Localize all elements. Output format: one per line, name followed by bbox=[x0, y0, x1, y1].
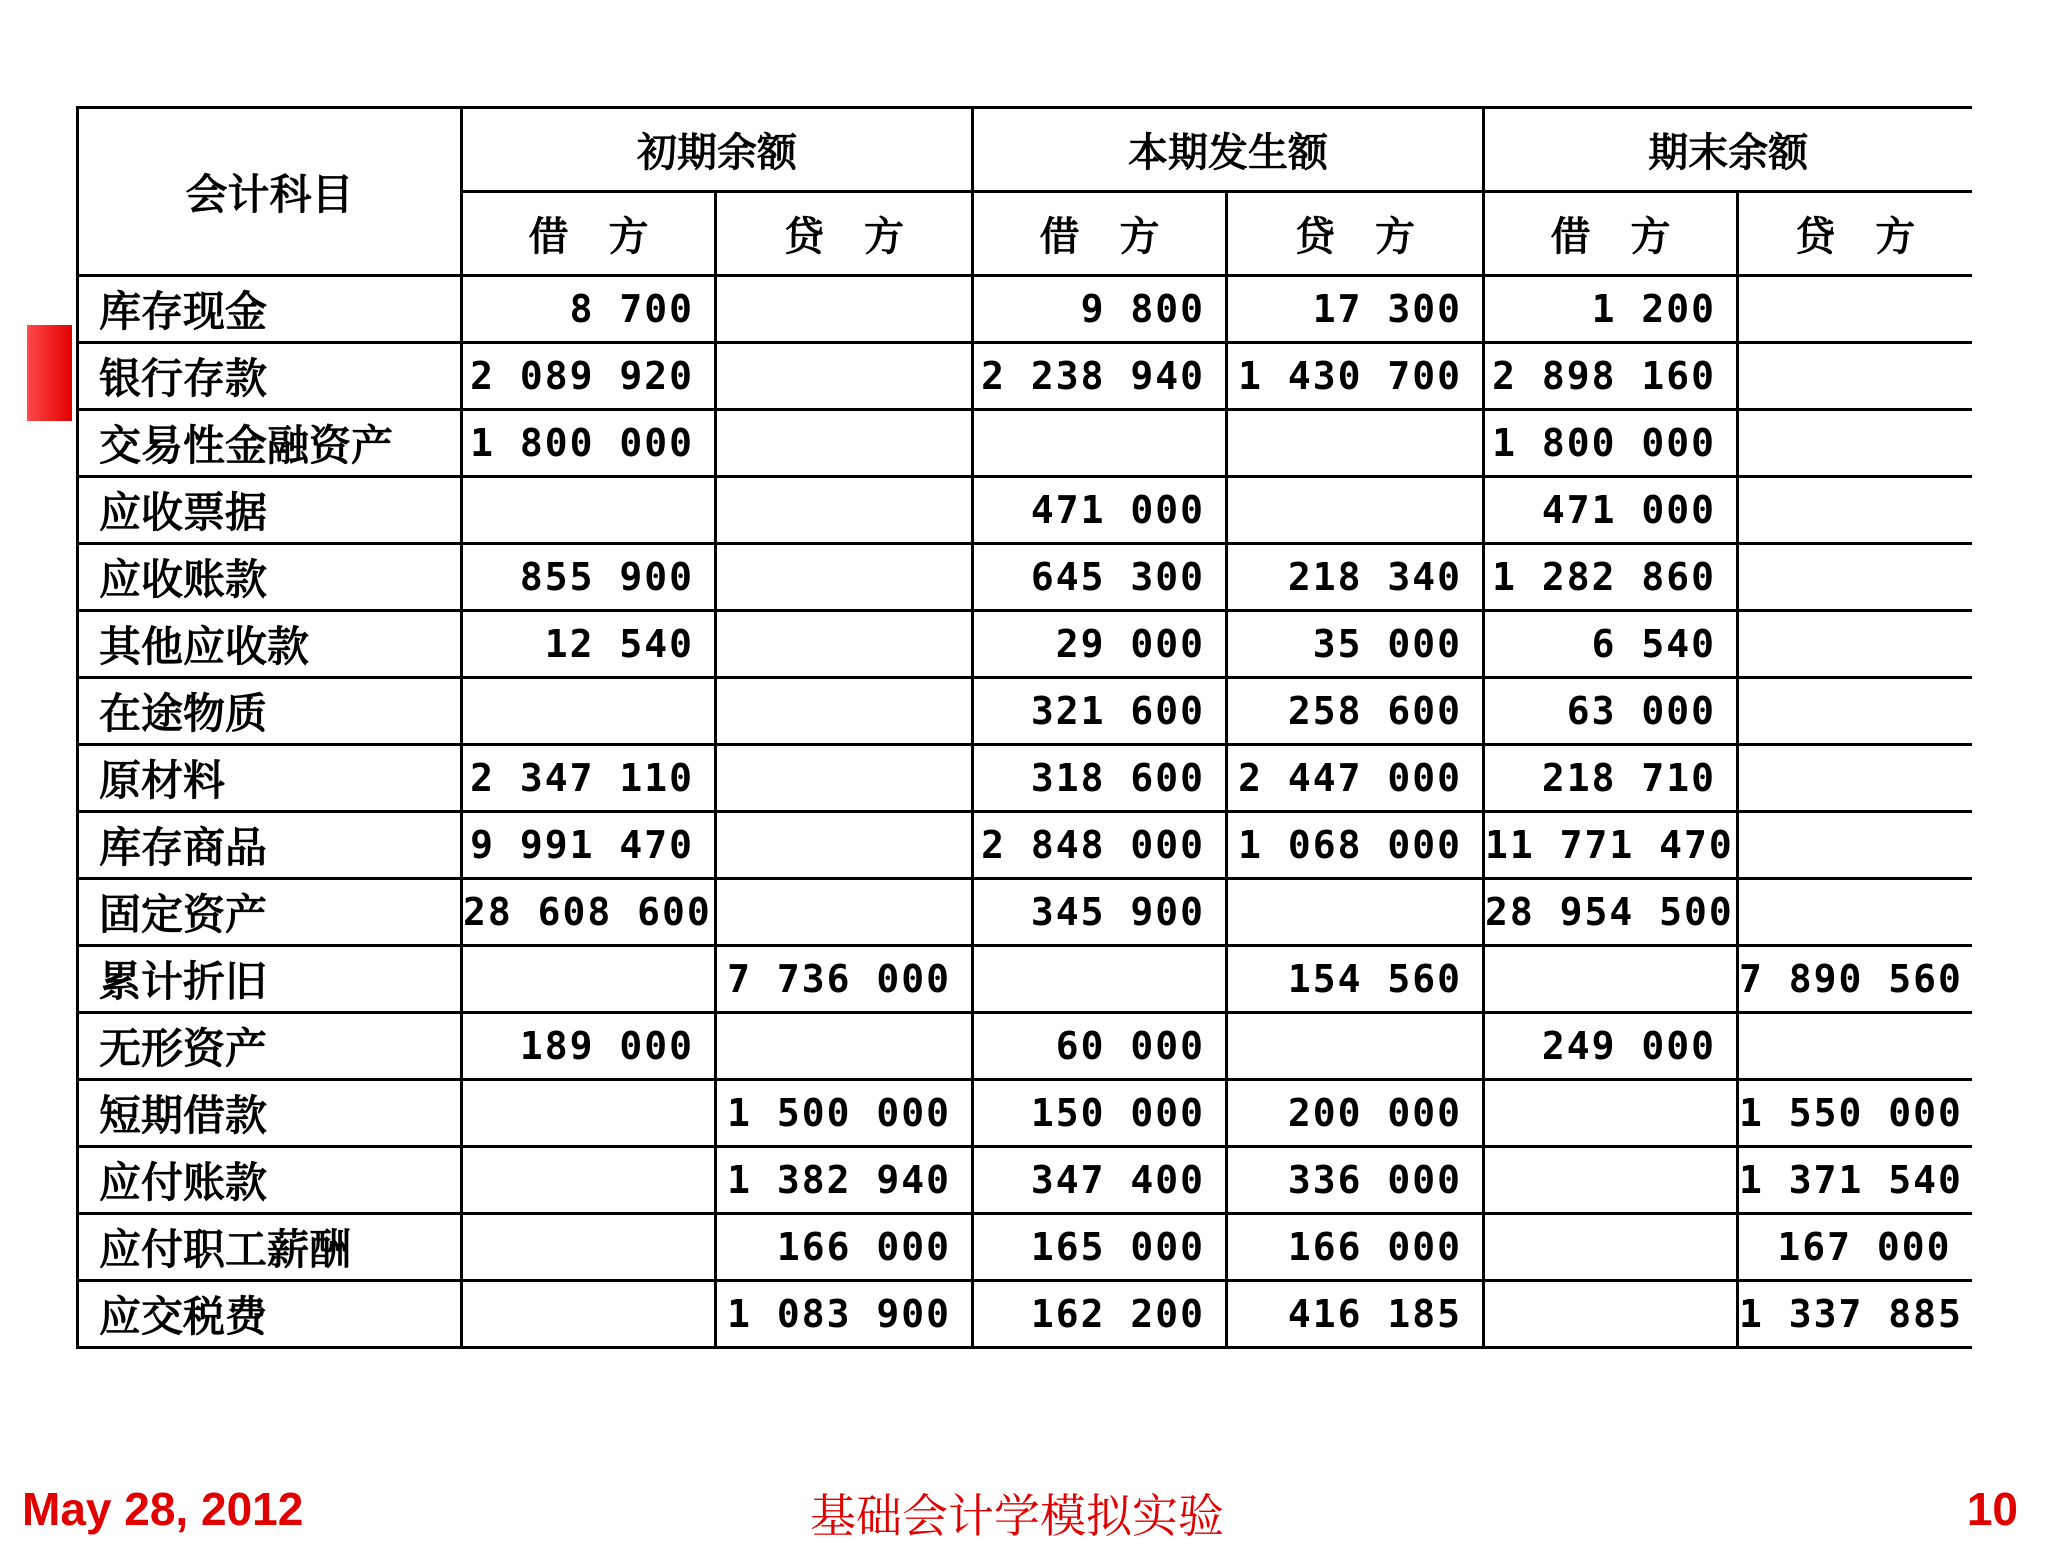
table-row bbox=[78, 1013, 1972, 1080]
cell-closing-debit: 1 800 000 bbox=[1484, 410, 1738, 477]
cell-period-credit: 17 300 bbox=[1227, 276, 1484, 343]
cell-period-debit: 150 000 bbox=[973, 1080, 1227, 1147]
cell-subject: 无形资产 bbox=[78, 1013, 462, 1080]
cell-closing-credit bbox=[1738, 745, 1972, 812]
header-period-amount: 本期发生额 bbox=[973, 108, 1484, 192]
cell-closing-debit: 11 771 470 bbox=[1484, 812, 1738, 879]
cell-closing-debit: 471 000 bbox=[1484, 477, 1738, 544]
cell-opening-credit bbox=[716, 812, 973, 879]
table-row bbox=[78, 410, 1972, 477]
cell-closing-credit bbox=[1738, 544, 1972, 611]
table-row bbox=[78, 678, 1972, 745]
cell-opening-credit: 166 000 bbox=[716, 1214, 973, 1281]
cell-closing-credit bbox=[1738, 678, 1972, 745]
table-row bbox=[78, 1147, 1972, 1214]
ledger-table-container bbox=[76, 106, 1970, 1349]
cell-subject: 其他应收款 bbox=[78, 611, 462, 678]
cell-opening-debit bbox=[462, 678, 716, 745]
cell-closing-credit: 167 000 bbox=[1738, 1214, 1972, 1281]
cell-opening-credit bbox=[716, 276, 973, 343]
cell-closing-debit: 218 710 bbox=[1484, 745, 1738, 812]
cell-opening-debit: 2 089 920 bbox=[462, 343, 716, 410]
cell-opening-debit: 28 608 600 bbox=[462, 879, 716, 946]
footer-title: 基础会计学模拟实验 bbox=[810, 1489, 1224, 1543]
cell-closing-debit: 63 000 bbox=[1484, 678, 1738, 745]
cell-subject: 库存商品 bbox=[78, 812, 462, 879]
cell-closing-debit bbox=[1484, 946, 1738, 1013]
cell-opening-debit bbox=[462, 946, 716, 1013]
cell-closing-credit bbox=[1738, 343, 1972, 410]
header-period-debit: 借 方 bbox=[973, 192, 1227, 276]
cell-period-debit: 321 600 bbox=[973, 678, 1227, 745]
cell-closing-credit bbox=[1738, 1013, 1972, 1080]
footer-date: May 28, 2012 bbox=[22, 1483, 304, 1535]
cell-subject: 短期借款 bbox=[78, 1080, 462, 1147]
cell-period-credit: 258 600 bbox=[1227, 678, 1484, 745]
cell-period-credit: 35 000 bbox=[1227, 611, 1484, 678]
header-opening-credit: 贷 方 bbox=[716, 192, 973, 276]
cell-opening-credit bbox=[716, 343, 973, 410]
header-closing-debit: 借 方 bbox=[1484, 192, 1738, 276]
cell-closing-debit: 249 000 bbox=[1484, 1013, 1738, 1080]
cell-period-debit: 471 000 bbox=[973, 477, 1227, 544]
cell-period-debit: 162 200 bbox=[973, 1281, 1227, 1348]
header-period-credit: 贷 方 bbox=[1227, 192, 1484, 276]
cell-closing-debit: 6 540 bbox=[1484, 611, 1738, 678]
cell-closing-credit bbox=[1738, 276, 1972, 343]
cell-subject: 应付职工薪酬 bbox=[78, 1214, 462, 1281]
header-subject: 会计科目 bbox=[78, 108, 462, 276]
cell-closing-debit: 2 898 160 bbox=[1484, 343, 1738, 410]
cell-opening-debit: 189 000 bbox=[462, 1013, 716, 1080]
cell-opening-debit: 2 347 110 bbox=[462, 745, 716, 812]
table-row bbox=[78, 1080, 1972, 1147]
cell-opening-debit bbox=[462, 1080, 716, 1147]
ledger-table bbox=[76, 106, 1972, 1349]
header-opening-debit: 借 方 bbox=[462, 192, 716, 276]
cell-period-debit: 318 600 bbox=[973, 745, 1227, 812]
cell-closing-credit bbox=[1738, 879, 1972, 946]
cell-period-credit: 2 447 000 bbox=[1227, 745, 1484, 812]
cell-period-credit bbox=[1227, 410, 1484, 477]
table-row bbox=[78, 611, 1972, 678]
cell-period-debit: 2 238 940 bbox=[973, 343, 1227, 410]
cell-closing-debit bbox=[1484, 1080, 1738, 1147]
cell-opening-credit bbox=[716, 678, 973, 745]
cell-period-credit bbox=[1227, 1013, 1484, 1080]
cell-subject: 应收账款 bbox=[78, 544, 462, 611]
cell-period-debit: 345 900 bbox=[973, 879, 1227, 946]
cell-closing-credit bbox=[1738, 410, 1972, 477]
table-row bbox=[78, 812, 1972, 879]
cell-opening-credit bbox=[716, 410, 973, 477]
cell-closing-debit bbox=[1484, 1147, 1738, 1214]
cell-period-debit: 9 800 bbox=[973, 276, 1227, 343]
cell-opening-credit: 7 736 000 bbox=[716, 946, 973, 1013]
cell-period-credit: 1 068 000 bbox=[1227, 812, 1484, 879]
cell-period-debit bbox=[973, 946, 1227, 1013]
cell-period-credit: 416 185 bbox=[1227, 1281, 1484, 1348]
cell-subject: 应付账款 bbox=[78, 1147, 462, 1214]
cell-closing-credit: 1 337 885 bbox=[1738, 1281, 1972, 1348]
table-row bbox=[78, 745, 1972, 812]
table-row bbox=[78, 477, 1972, 544]
cell-period-debit: 645 300 bbox=[973, 544, 1227, 611]
header-row-groups bbox=[78, 108, 1972, 192]
cell-period-credit: 166 000 bbox=[1227, 1214, 1484, 1281]
cell-closing-debit: 1 282 860 bbox=[1484, 544, 1738, 611]
cell-opening-debit bbox=[462, 1214, 716, 1281]
cell-opening-credit bbox=[716, 611, 973, 678]
cell-period-credit bbox=[1227, 477, 1484, 544]
cell-period-debit: 347 400 bbox=[973, 1147, 1227, 1214]
table-row bbox=[78, 879, 1972, 946]
cell-period-debit bbox=[973, 410, 1227, 477]
cell-closing-debit bbox=[1484, 1281, 1738, 1348]
cell-subject: 交易性金融资产 bbox=[78, 410, 462, 477]
cell-closing-credit bbox=[1738, 477, 1972, 544]
cell-subject: 固定资产 bbox=[78, 879, 462, 946]
cell-period-credit bbox=[1227, 879, 1484, 946]
cell-opening-credit bbox=[716, 879, 973, 946]
cell-subject: 应交税费 bbox=[78, 1281, 462, 1348]
cell-closing-debit: 1 200 bbox=[1484, 276, 1738, 343]
ledger-body bbox=[78, 276, 1972, 1348]
cell-subject: 原材料 bbox=[78, 745, 462, 812]
cell-closing-debit: 28 954 500 bbox=[1484, 879, 1738, 946]
header-opening-balance: 初期余额 bbox=[462, 108, 973, 192]
slide-accent-marker bbox=[27, 325, 72, 421]
header-closing-credit: 贷 方 bbox=[1738, 192, 1972, 276]
table-row bbox=[78, 1281, 1972, 1348]
cell-opening-debit bbox=[462, 477, 716, 544]
cell-opening-debit bbox=[462, 1281, 716, 1348]
cell-period-debit: 29 000 bbox=[973, 611, 1227, 678]
cell-subject: 在途物质 bbox=[78, 678, 462, 745]
cell-closing-credit: 1 371 540 bbox=[1738, 1147, 1972, 1214]
cell-opening-credit bbox=[716, 477, 973, 544]
table-row bbox=[78, 544, 1972, 611]
cell-closing-credit: 1 550 000 bbox=[1738, 1080, 1972, 1147]
cell-opening-debit: 12 540 bbox=[462, 611, 716, 678]
cell-subject: 累计折旧 bbox=[78, 946, 462, 1013]
header-closing-balance: 期末余额 bbox=[1484, 108, 1972, 192]
cell-closing-credit bbox=[1738, 611, 1972, 678]
table-row bbox=[78, 946, 1972, 1013]
cell-closing-credit: 7 890 560 bbox=[1738, 946, 1972, 1013]
cell-opening-credit bbox=[716, 745, 973, 812]
footer-page-number: 10 bbox=[1966, 1483, 2018, 1535]
cell-closing-debit bbox=[1484, 1214, 1738, 1281]
cell-opening-debit: 1 800 000 bbox=[462, 410, 716, 477]
cell-period-debit: 165 000 bbox=[973, 1214, 1227, 1281]
cell-period-debit: 60 000 bbox=[973, 1013, 1227, 1080]
cell-period-credit: 336 000 bbox=[1227, 1147, 1484, 1214]
cell-opening-credit bbox=[716, 1013, 973, 1080]
cell-opening-credit: 1 382 940 bbox=[716, 1147, 973, 1214]
cell-opening-debit: 9 991 470 bbox=[462, 812, 716, 879]
cell-subject: 银行存款 bbox=[78, 343, 462, 410]
cell-period-credit: 218 340 bbox=[1227, 544, 1484, 611]
cell-period-credit: 1 430 700 bbox=[1227, 343, 1484, 410]
cell-period-debit: 2 848 000 bbox=[973, 812, 1227, 879]
cell-opening-debit bbox=[462, 1147, 716, 1214]
cell-subject: 库存现金 bbox=[78, 276, 462, 343]
cell-opening-debit: 855 900 bbox=[462, 544, 716, 611]
cell-closing-credit bbox=[1738, 812, 1972, 879]
table-row bbox=[78, 343, 1972, 410]
cell-period-credit: 200 000 bbox=[1227, 1080, 1484, 1147]
cell-period-credit: 154 560 bbox=[1227, 946, 1484, 1013]
cell-opening-credit: 1 500 000 bbox=[716, 1080, 973, 1147]
cell-opening-credit: 1 083 900 bbox=[716, 1281, 973, 1348]
table-row bbox=[78, 276, 1972, 343]
table-row bbox=[78, 1214, 1972, 1281]
cell-opening-debit: 8 700 bbox=[462, 276, 716, 343]
cell-subject: 应收票据 bbox=[78, 477, 462, 544]
cell-opening-credit bbox=[716, 544, 973, 611]
